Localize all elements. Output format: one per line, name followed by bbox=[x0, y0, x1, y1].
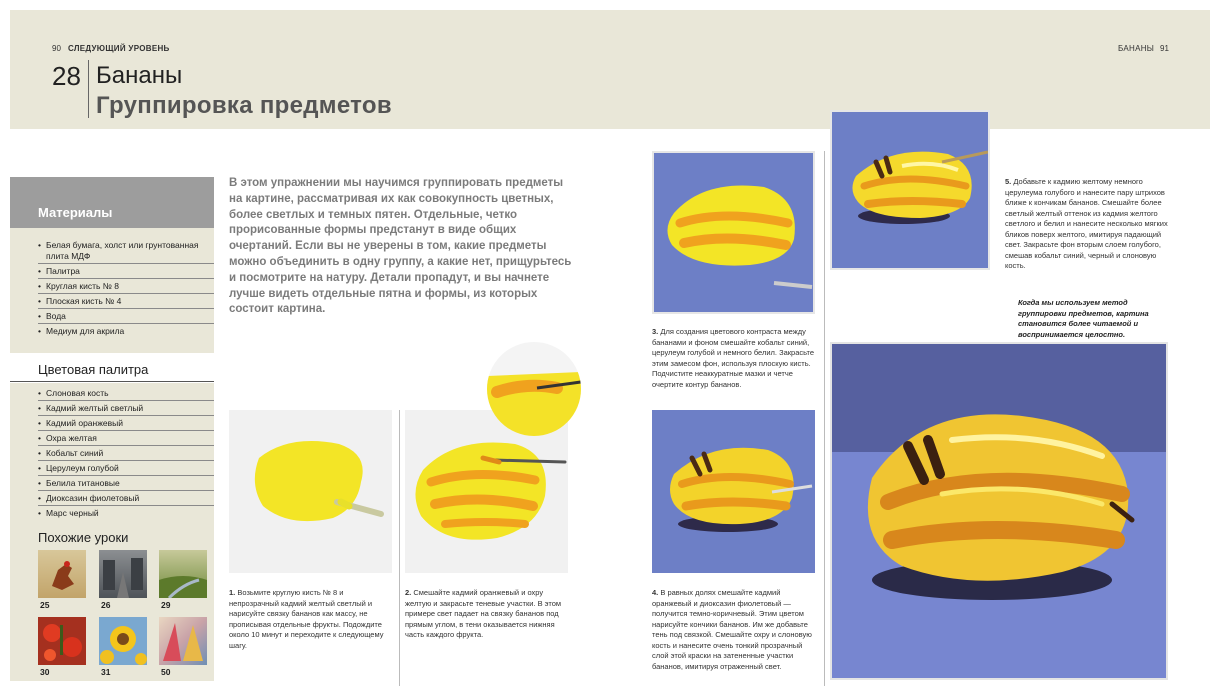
landscape-icon bbox=[159, 550, 207, 598]
materials-list bbox=[38, 238, 214, 338]
banana-tips-icon bbox=[652, 410, 815, 573]
list-item: • Палитра bbox=[38, 264, 214, 279]
step-number: 2. bbox=[405, 588, 412, 597]
list-item: • Вода bbox=[38, 309, 214, 324]
left-running-head: СЛЕДУЮЩИЙ УРОВЕНЬ bbox=[68, 44, 170, 53]
banana-sketch-icon bbox=[229, 410, 392, 573]
step2-detail-circle bbox=[487, 342, 581, 436]
lesson-number: 28 bbox=[52, 61, 81, 91]
related-number: 29 bbox=[161, 600, 171, 610]
list-item: • Белая бумага, холст или грунтованная плита МДФ bbox=[38, 238, 214, 264]
step-text: Смешайте кадмий оранжевый и охру желтую и закрасьте теневые участки. В этом примере свет падает на связку бананов под прямым углом, в тени оказывается нижняя часть каждого фрукта. bbox=[405, 588, 562, 639]
left-page-number: 90 bbox=[52, 44, 61, 53]
brush-detail-icon bbox=[487, 342, 581, 436]
step-number: 5. bbox=[1005, 177, 1012, 186]
final-painting bbox=[830, 342, 1168, 680]
banana-highlights-icon bbox=[832, 112, 988, 268]
intro-text: В этом упражнении мы научимся группировать предметы на картине, рассматривая их как совокупность цветных, более светлых и темных пятен. Отдельные, четко прорисованные формы предстанут в виде общих очертаний. Если вы не уверены в том, какие предметы можно объединить в одну группу, а какие нет, прищурьтесь и посмотрите на натуру. Детали пропадут, и вы начнете лучше видеть отдельные пятна и формы, из которых состоит картина. bbox=[229, 177, 572, 316]
list-item: • Слоновая кость bbox=[38, 386, 214, 401]
step1-caption bbox=[229, 588, 391, 651]
step3-image bbox=[652, 151, 815, 314]
right-running-head: БАНАНЫ bbox=[1118, 44, 1155, 53]
step-number: 3. bbox=[652, 327, 659, 336]
column-divider bbox=[399, 410, 400, 686]
rooster-thumbnail[interactable] bbox=[38, 550, 86, 598]
list-item: • Охра желтая bbox=[38, 431, 214, 446]
abstract-thumbnail[interactable] bbox=[159, 617, 207, 665]
step5-caption bbox=[1005, 177, 1168, 272]
step-number: 1. bbox=[229, 588, 236, 597]
palette-list bbox=[38, 386, 214, 520]
page-subtitle: Группировка предметов bbox=[96, 92, 392, 119]
step-number: 4. bbox=[652, 588, 659, 597]
final-note: Когда мы используем метод группировки предметов, картина становится более читаемой и воспринимается целостно. bbox=[1018, 298, 1149, 339]
final-bananas-icon bbox=[832, 344, 1166, 678]
step4-caption bbox=[652, 588, 815, 672]
step5-image bbox=[830, 110, 990, 270]
step-text: Возьмите круглую кисть № 8 и непрозрачный кадмий желтый светлый и нарисуйте связку бананов как массу, не прописывая отдельные фрукты. Подождите около 10 минут и переходите к следующему шагу. bbox=[229, 588, 384, 650]
title-divider bbox=[88, 60, 89, 118]
step4-image bbox=[652, 410, 815, 573]
step-text: Для создания цветового контраста между бананами и фоном смешайте кобальт синий, церулеум голубой и немного белил. Закрасьте этим замесом фон, используя плоскую кисть. Подчистите неаккуратные мазки и четче очертите контур бананов. bbox=[652, 327, 814, 389]
list-item: • Круглая кисть № 8 bbox=[38, 279, 214, 294]
palette-heading: Цветовая палитра bbox=[38, 362, 149, 377]
street-thumbnail[interactable] bbox=[99, 550, 147, 598]
materials-header bbox=[10, 177, 214, 228]
step1-image bbox=[229, 410, 392, 573]
rooster-icon bbox=[38, 550, 86, 598]
step-text: В равных долях смешайте кадмий оранжевый и диоксазин фиолетовый — получится темно-коричневый. Этим цветом нарисуйте кончики бананов. Им же добавьте тень под связкой. Смешайте охру и слоновую кость и нанесите очень тонкий прозрачный слой этой краски на затененные участки бананов, имитируя отраженный свет. bbox=[652, 588, 812, 671]
list-item: • Белила титановые bbox=[38, 476, 214, 491]
related-number: 31 bbox=[101, 667, 111, 677]
poppies-thumbnail[interactable] bbox=[38, 617, 86, 665]
column-divider bbox=[824, 151, 825, 686]
list-item: • Кобальт синий bbox=[38, 446, 214, 461]
list-item: • Медиум для акрила bbox=[38, 324, 214, 338]
poppies-icon bbox=[38, 617, 86, 665]
list-item: • Кадмий оранжевый bbox=[38, 416, 214, 431]
related-number: 26 bbox=[101, 600, 111, 610]
materials-heading: Материалы bbox=[38, 205, 113, 220]
list-item: • Марс черный bbox=[38, 506, 214, 520]
list-item: • Кадмий желтый светлый bbox=[38, 401, 214, 416]
landscape-thumbnail[interactable] bbox=[159, 550, 207, 598]
list-item: • Церулеум голубой bbox=[38, 461, 214, 476]
banana-blue-bg-icon bbox=[654, 153, 813, 312]
right-page-number: 91 bbox=[1160, 44, 1169, 53]
abstract-icon bbox=[159, 617, 207, 665]
page-title: Бананы bbox=[96, 62, 183, 89]
related-number: 50 bbox=[161, 667, 171, 677]
sunflowers-thumbnail[interactable] bbox=[99, 617, 147, 665]
step3-caption bbox=[652, 327, 815, 390]
list-item: • Плоская кисть № 4 bbox=[38, 294, 214, 309]
related-number: 25 bbox=[40, 600, 50, 610]
sunflowers-icon bbox=[99, 617, 147, 665]
step2-caption bbox=[405, 588, 567, 641]
related-heading: Похожие уроки bbox=[38, 530, 129, 545]
list-item: • Диоксазин фиолетовый bbox=[38, 491, 214, 506]
street-icon bbox=[99, 550, 147, 598]
divider bbox=[10, 381, 214, 382]
step-text: Добавьте к кадмию желтому немного церулеума голубого и нанесите пару штрихов ближе к кончикам бананов. Смешайте более светлый желтый оттенок из кадмия желтого светлого и белил и нанесите несколько мягких бликов поверх желтого, имитируя падающий свет. Закрасьте фон вторым слоем голубого, смешав кобальт синий, черный и слоновую кость. bbox=[1005, 177, 1168, 270]
related-number: 30 bbox=[40, 667, 50, 677]
